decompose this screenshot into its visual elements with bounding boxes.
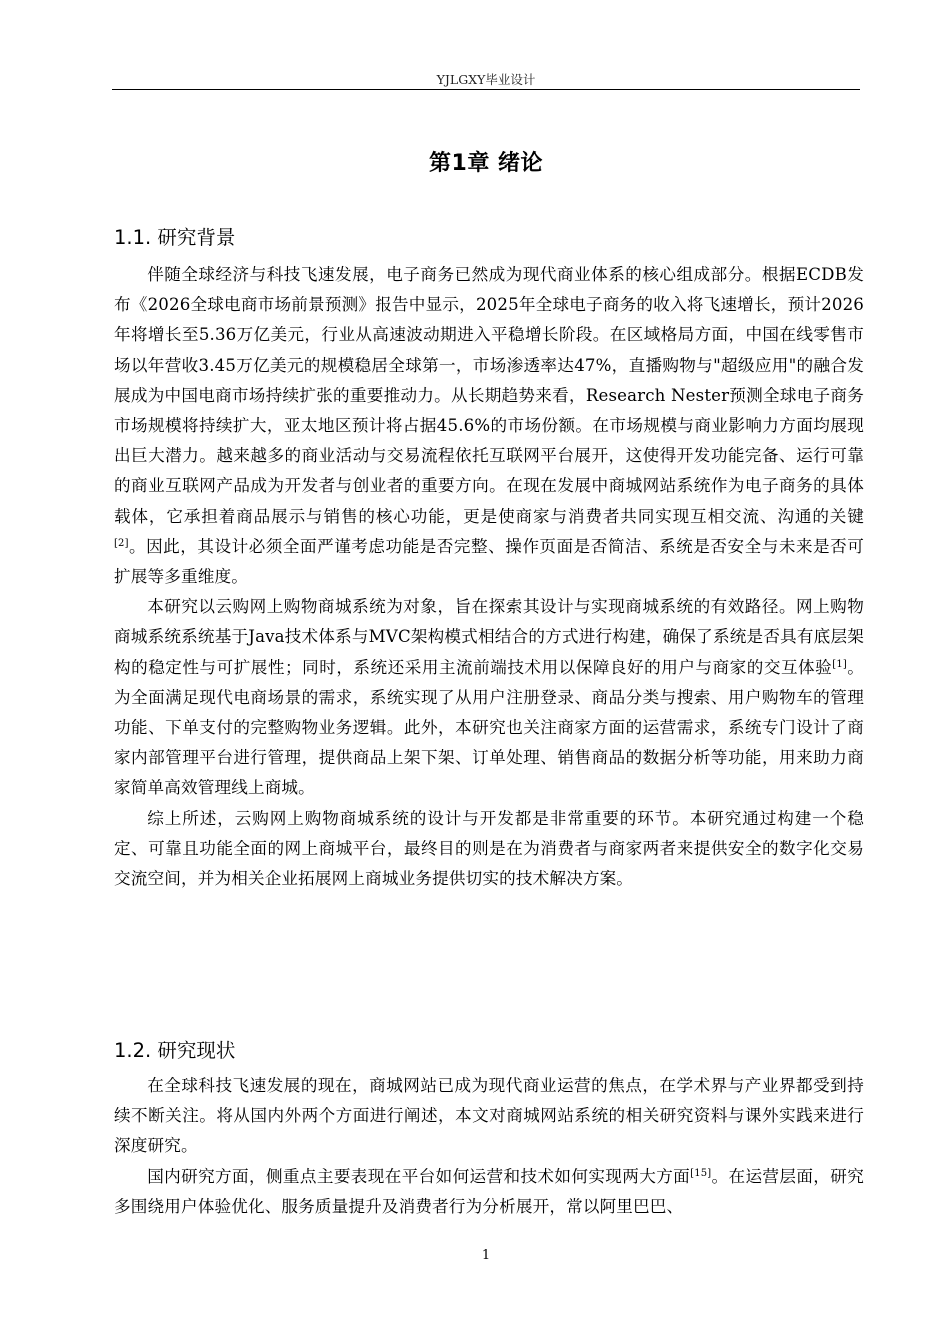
paragraph: 本研究以云购网上购物商城系统为对象，旨在探索其设计与实现商城系统的有效路径。网上购物商城系统系统基于Java技术体系与MVC架构模式相结合的方式进行构建，确保了系统是否具有底层架构的稳定性与可扩展性；同时，系统还采用主流前端技术用以保障良好的用户与商家的交互体验[1]。为全面满足现代电商场景的需求，系统实现了从用户注册登录、商品分类与搜索、用户购物车的管理功能、下单支付的完整购物业务逻辑。此外，本研究也关注商家方面的运营需求，系统专门设计了商家内部管理平台进行管理，提供商品上架下架、订单处理、销售商品的数据分析等功能，用来助力商家简单高效管理线上商城。 — [114, 597, 864, 798]
header-rule — [112, 89, 860, 90]
paragraph: 在全球科技飞速发展的现在，商城网站已成为现代商业运营的焦点，在学术界与产业界都受到持续不断关注。将从国内外两个方面进行阐述，本文对商城网站系统的相关研究资料与课外实践来进行深度研究。 — [114, 1076, 864, 1156]
running-header: YJLGXY毕业设计 — [436, 72, 536, 87]
section-heading-background: 1.1. 研究背景 — [114, 226, 236, 249]
paragraph: 国内研究方面，侧重点主要表现在平台如何运营和技术如何实现两大方面[15]。在运营层面，研究多围绕用户体验优化、服务质量提升及消费者行为分析展开，常以阿里巴巴、 — [114, 1166, 864, 1216]
chapter-title: 第1章 绪论 — [429, 151, 543, 176]
citation-ref: [15] — [690, 1167, 712, 1179]
section-body-background — [114, 260, 864, 894]
page-number: 1 — [481, 1248, 491, 1263]
section-heading-status: 1.2. 研究现状 — [114, 1039, 236, 1062]
citation-ref: [2] — [114, 537, 129, 549]
paragraph: 伴随全球经济与科技飞速发展，电子商务已然成为现代商业体系的核心组成部分。根据ECDB发布《2026全球电商市场前景预测》报告中显示，2025年全球电子商务的收入将飞速增长，预计2026年将增长至5.36万亿美元，行业从高速波动期进入平稳增长阶段。在区域格局方面，中国在线零售市场以年营收3.45万亿美元的规模稳居全球第一，市场渗透率达47%，直播购物与"超级应用"的融合发展成为中国电商市场持续扩张的重要推动力。从长期趋势来看，Research Nester预测全球电子商务市场规模将持续扩大，亚太地区预计将占据45.6%的市场份额。在市场规模与商业影响力方面均展现出巨大潜力。越来越多的商业活动与交易流程依托互联网平台展开，这使得开发功能完备、运行可靠的商业互联网产品成为开发者与创业者的重要方向。在现在发展中商城网站系统作为电子商务的具体载体，它承担着商品展示与销售的核心功能，更是使商家与消费者共同实现互相交流、沟通的关键[2]。因此，其设计必须全面严谨考虑功能是否完整、操作页面是否简洁、系统是否安全与未来是否可扩展等多重维度。 — [114, 265, 864, 587]
section-body-status — [114, 1071, 864, 1222]
paragraph: 综上所述，云购网上购物商城系统的设计与开发都是非常重要的环节。本研究通过构建一个稳定、可靠且功能全面的网上商城平台，最终目的则是在为消费者与商家两者来提供安全的数字化交易交流空间，并为相关企业拓展网上商城业务提供切实的技术解决方案。 — [114, 808, 864, 889]
citation-ref: [1] — [832, 658, 847, 670]
